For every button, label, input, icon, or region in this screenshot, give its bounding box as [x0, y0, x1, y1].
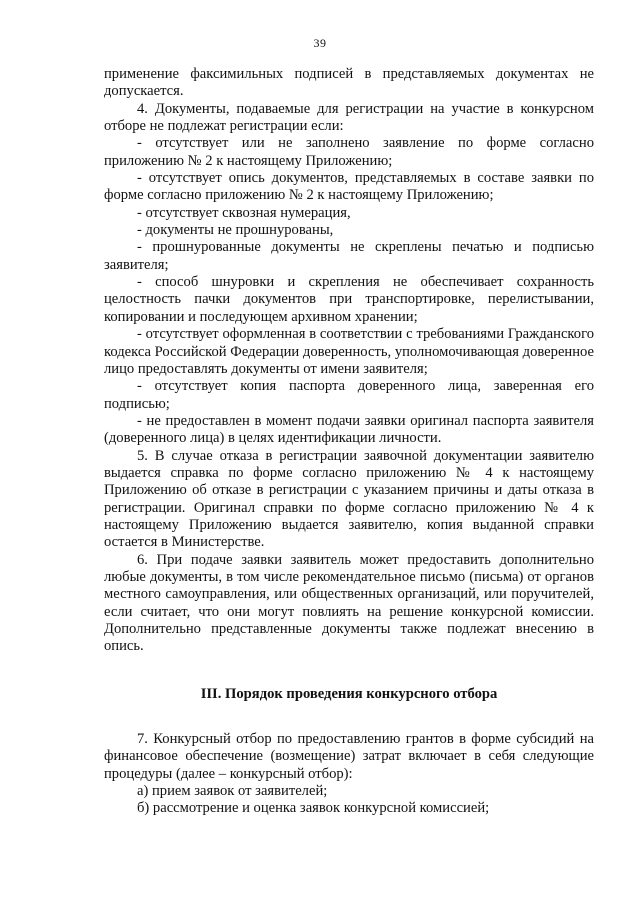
document-body — [104, 66, 594, 818]
list-item: - отсутствует оформленная в соответствии с требованиями Гражданского кодекса Российской Федерации доверенность, уполномочивающая доверенное лицо предоставлять документы от имени заявителя; — [104, 326, 594, 377]
list-item: а) прием заявок от заявителей; — [137, 783, 328, 800]
section-title: III. Порядок проведения конкурсного отбора — [200, 685, 498, 702]
list-item: - отсутствует опись документов, представляемых в составе заявки по форме согласно приложению № 2 к настоящему Приложению; — [104, 170, 594, 204]
list-item: - прошнурованные документы не скреплены печатью и подписью заявителя; — [104, 239, 594, 273]
list-item: - документы не прошнурованы, — [137, 222, 334, 239]
page-number: 39 — [313, 36, 327, 50]
list-item: - отсутствует или не заполнено заявление по форме согласно приложению № 2 к настоящему Приложению; — [104, 135, 594, 169]
paragraph: 4. Документы, подаваемые для регистрации на участие в конкурсном отборе не подлежат регистрации если: — [104, 100, 594, 135]
paragraph: применение факсимильных подписей в представляемых документах не допускается. — [104, 66, 594, 100]
paragraph: 6. При подаче заявки заявитель может предоставить дополнительно любые документы, в том числе рекомендательное письмо (письма) от органов местного самоуправления, или общественных организаций, или поручителей, если считает, что они могут повлиять на решение конкурсной комиссии. Дополнительно представленные документы также подлежат внесению в опись. — [104, 551, 594, 655]
paragraph: 7. Конкурсный отбор по предоставлению грантов в форме субсидий на финансовое обеспечение (возмещение) затрат включает в себя следующие процедуры (далее – конкурсный отбор): — [104, 731, 594, 782]
list-item: - не предоставлен в момент подачи заявки оригинал паспорта заявителя (доверенного лица) в целях идентификации личности. — [104, 412, 594, 447]
paragraph: 5. В случае отказа в регистрации заявочной документации заявителю выдается справка по форме согласно приложению № 4 к настоящему Приложению об отказе в регистрации с указанием причины и даты отказа в регистрации. Оригинал справки по форме согласно приложению № 4 к настоящему Приложению выдается заявителю, копия выданной справки остается в Министерстве. — [104, 447, 594, 551]
list-item: - способ шнуровки и скрепления не обеспечивает сохранность целостность пачки документов при транспортировке, перелистывании, копировании и последующем архивном хранении; — [104, 274, 594, 325]
list-item: - отсутствует копия паспорта доверенного лица, заверенная его подписью; — [104, 378, 594, 412]
list-item: - отсутствует сквозная нумерация, — [137, 204, 351, 221]
list-item: б) рассмотрение и оценка заявок конкурсной комиссией; — [137, 800, 490, 817]
